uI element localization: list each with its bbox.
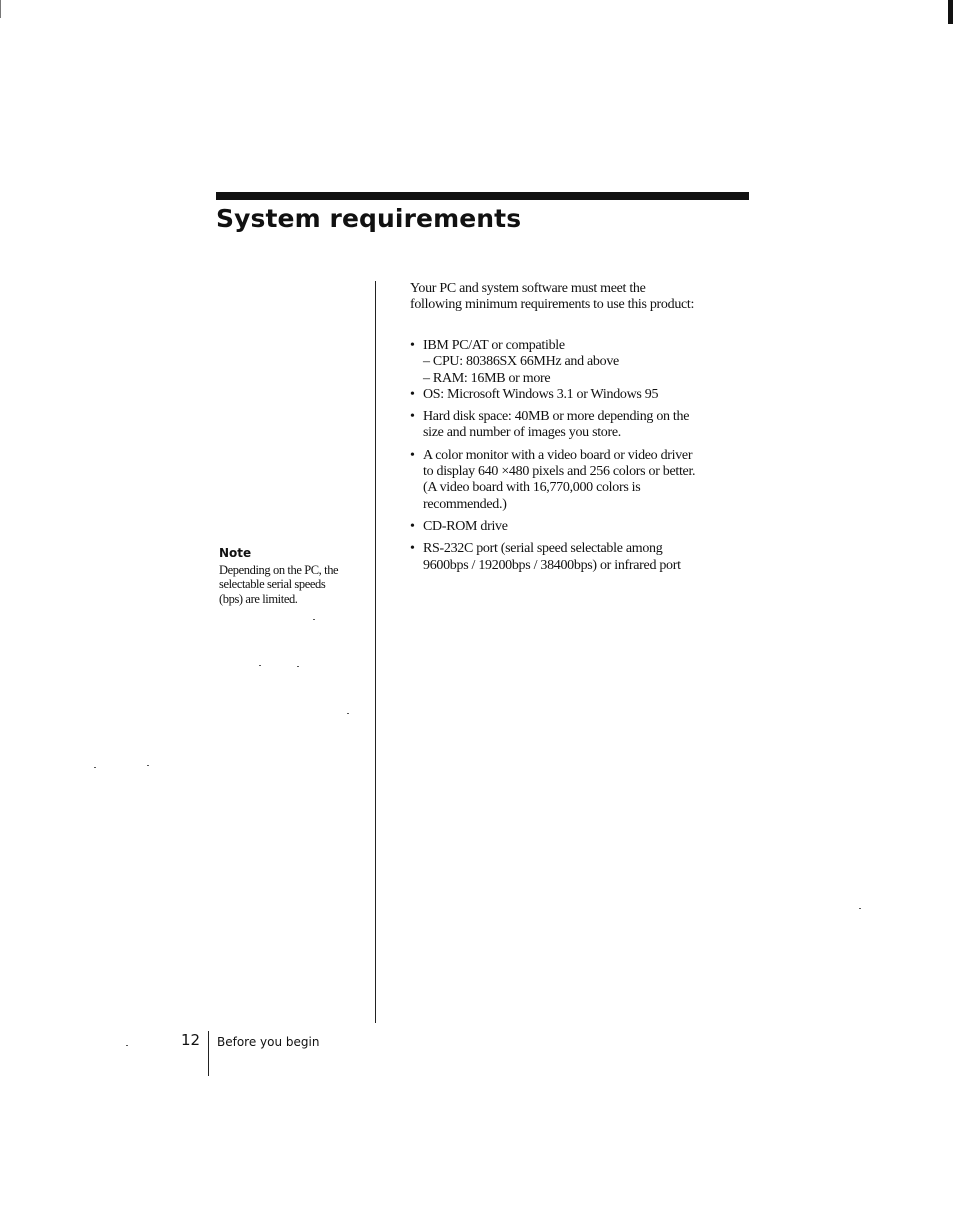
bullet-icon: •: [410, 338, 415, 353]
section-label: Before you begin: [217, 1035, 320, 1049]
requirement-text: RS-232C port (serial speed selectable among: [423, 541, 663, 557]
intro-paragraph: [410, 281, 740, 313]
intro-line: following minimum requirements to use this product:: [410, 297, 695, 312]
scan-speck: [347, 713, 349, 714]
note-line: (bps) are limited.: [219, 591, 298, 606]
requirement-sub-list: [423, 354, 750, 387]
requirement-item: [410, 519, 750, 535]
requirement-item: [410, 409, 750, 442]
page-number: 12: [181, 1031, 201, 1049]
requirements-list: [410, 338, 750, 580]
requirement-text: recommended.): [423, 496, 507, 512]
column-divider: [375, 281, 376, 1023]
bullet-icon: •: [410, 518, 415, 534]
note-body: [219, 563, 369, 606]
scan-speck: [297, 666, 299, 667]
scan-speck: [313, 619, 315, 620]
scan-edge-mark-right: [948, 0, 953, 24]
page-title: System requirements: [216, 204, 522, 233]
requirement-text: Hard disk space: 40MB or more depending on the: [423, 409, 690, 425]
scan-speck: [94, 767, 96, 768]
requirement-item: [410, 541, 750, 574]
scan-edge-mark-left: [0, 0, 1, 18]
intro-line: Your PC and system software must meet the: [410, 281, 646, 296]
scan-speck: [859, 908, 861, 909]
requirement-item: [410, 338, 750, 387]
scan-speck: [147, 765, 149, 766]
note-line: Depending on the PC, the: [219, 563, 339, 577]
requirement-sub-item: – CPU: 80386SX 66MHz and above: [423, 354, 619, 370]
scan-speck: [126, 1045, 128, 1046]
scan-speck: [259, 665, 261, 666]
bullet-icon: •: [410, 409, 415, 425]
footer-divider: [208, 1031, 209, 1076]
requirement-text: IBM PC/AT or compatible: [423, 338, 565, 353]
note-heading: Note: [219, 546, 252, 560]
requirement-text: (A video board with 16,770,000 colors is: [423, 480, 641, 496]
requirement-text: 9600bps / 19200bps / 38400bps) or infrared port: [423, 557, 681, 573]
bullet-icon: •: [410, 447, 415, 463]
requirement-text: CD-ROM drive: [423, 518, 508, 534]
requirement-sub-item: – RAM: 16MB or more: [423, 370, 551, 386]
requirement-item: [410, 387, 750, 403]
title-rule: [216, 192, 749, 200]
requirement-item: [410, 448, 750, 513]
bullet-icon: •: [410, 386, 415, 402]
requirement-text: size and number of images you store.: [423, 425, 621, 441]
requirement-text: to display 640 ×480 pixels and 256 colors or better.: [423, 464, 696, 480]
note-line: selectable serial speeds: [219, 577, 326, 592]
bullet-icon: •: [410, 541, 415, 557]
requirement-text: OS: Microsoft Windows 3.1 or Windows 95: [423, 386, 659, 402]
requirement-text: A color monitor with a video board or video driver: [423, 447, 693, 463]
